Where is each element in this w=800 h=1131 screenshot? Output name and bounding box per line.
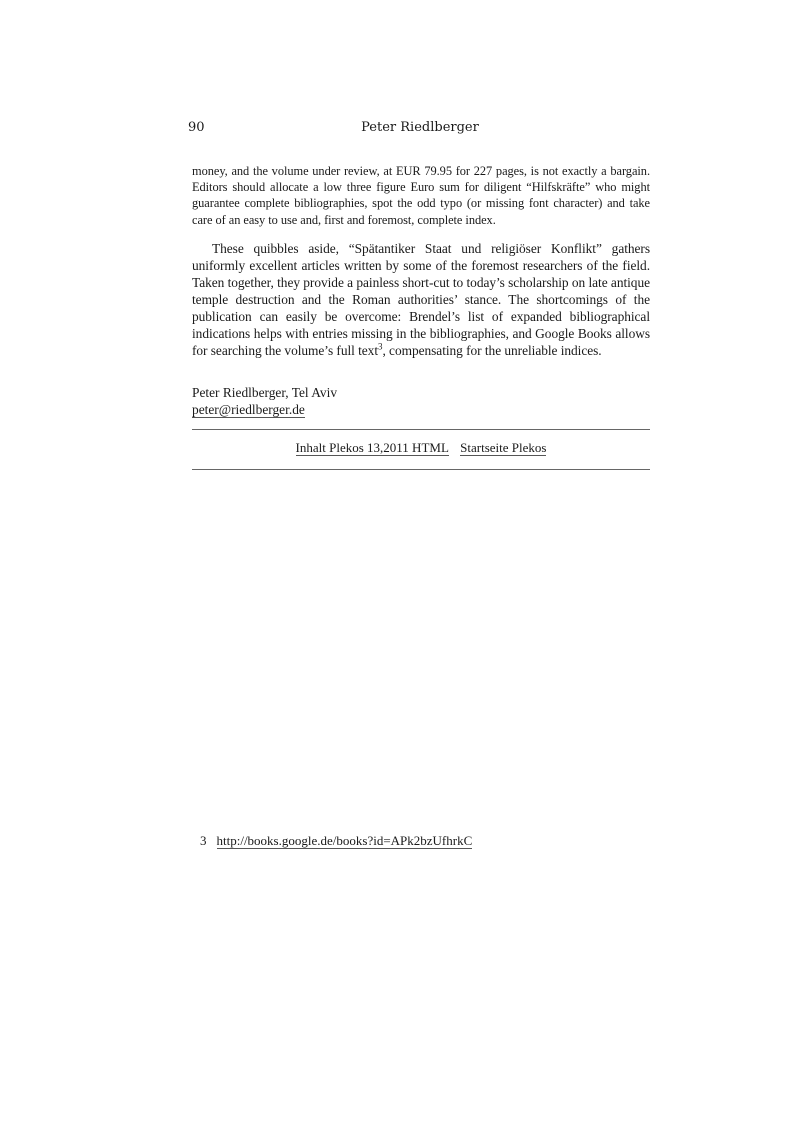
homepage-link[interactable]: Startseite Plekos [460,440,547,455]
body-paragraph-1: money, and the volume under review, at EUR 79.95 for 227 pages, is not exactly a bargain. Editors should allocate a low three figure Euro sum for diligent “Hilfskräfte” who might guarantee complete bibliographies, spot the odd typo (or missing font character) and take care of an easy to use and, first and foremost, complete index. [192,164,650,227]
signature [192,384,337,418]
divider-bottom [192,469,650,470]
paragraph-text: These quibbles aside, “Spätantiker Staat und religiöser Konflikt” gathers uniformly excellent articles written by some of the foremost researchers of the field. Taken together, they provide a painless short-cut to today’s scholarship on late antique temple destruction and the Roman authorities’ stance. The shortcomings of the publication can easily be overcome: Brendel’s list of expanded bibliographical indications helps with entries missing in the bibliographies, and Google Books allows for searching the volume’s full text [192,241,650,358]
navigation-links [192,440,650,456]
footnote-url-link[interactable]: http://books.google.de/books?id=APk2bzUfhrkC [216,833,473,848]
divider-top [192,429,650,430]
footnote-3 [200,833,472,849]
paragraph-text-continued: , compensating for the unreliable indices. [382,343,602,358]
footnote-number: 3 [200,833,207,848]
running-head: Peter Riedlberger [361,120,479,135]
author-name-location: Peter Riedlberger, Tel Aviv [192,385,338,400]
body-paragraph-2 [192,240,650,359]
author-email-link[interactable]: peter@riedlberger.de [192,402,305,417]
footnote-reference: 3 [378,341,383,352]
contents-link[interactable]: Inhalt Plekos 13,2011 HTML [295,440,449,455]
page-number: 90 [188,120,205,135]
